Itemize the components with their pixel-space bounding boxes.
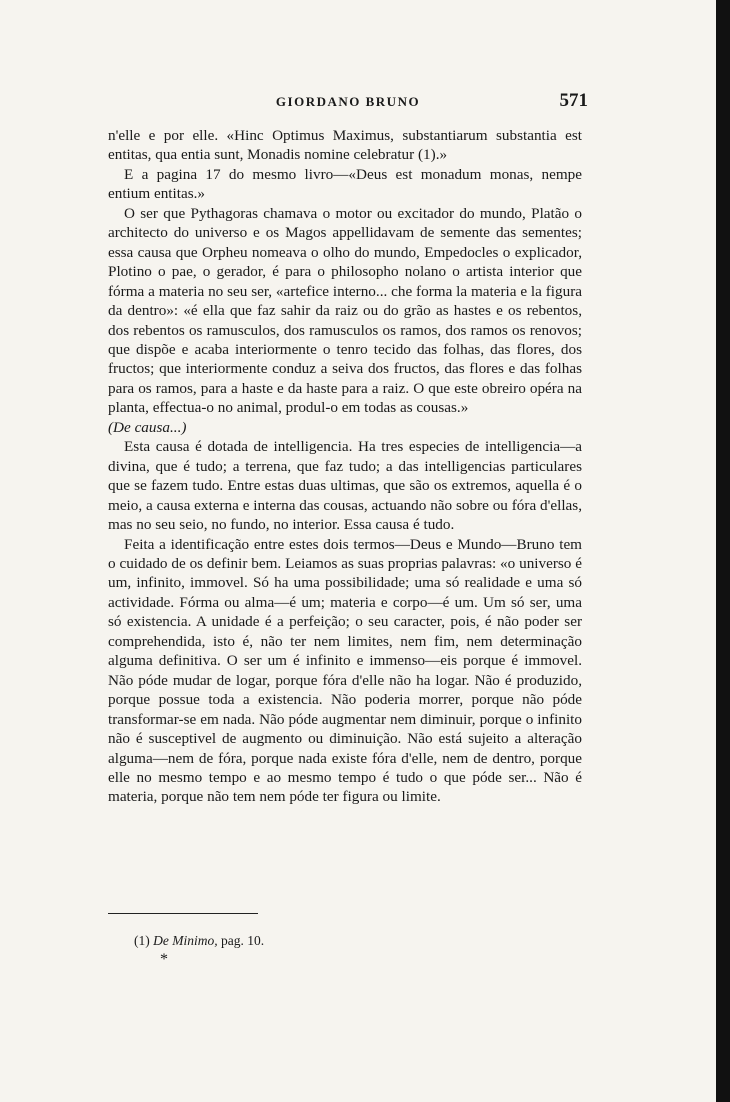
footnote-rule — [108, 913, 258, 914]
running-head: GIORDANO BRUNO — [275, 94, 421, 109]
body-text — [108, 126, 582, 807]
paragraph: E a pagina 17 do mesmo livro—«Deus est monadum monas, nempe entium entitas.» — [108, 165, 582, 203]
page-header — [108, 90, 588, 118]
paragraph-continuation: n'elle e por elle. «Hinc Optimus Maximus, substantiarum substantia est entitas, qua entia sunt, Monadis nomine celebratur (1).» — [108, 127, 582, 164]
asterisk-ornament: * — [160, 951, 168, 968]
footnote — [134, 933, 264, 949]
scan-edge — [716, 0, 730, 1102]
footnote-marker: (1) — [134, 933, 150, 948]
paragraph: O ser que Pythagoras chamava o motor ou excitador do mundo, Platão o architecto do universo e os Magos appellidavam de semente das sementes; essa causa que Orpheu nomeava o olho do mundo, Empedocles o explicador, Plotino o pae, o gerador, é para o philosopho nolano o artista interior que fórma a materia no seu ser, «artefice interno... che forma la materia e la figura da dentro»: «é ella que faz sahir da raiz ou do grão as hastes e os rebentos, dos rebentos os ramusculos, dos ramusculos os ramos, dos ramos os renovos; que dispõe e acaba interiormente o tenro tecido das folhas, das flores, dos fructos; que interiormente conduz a seiva dos fructos, das flores e das folhas para os ramos, para a haste e da haste para a raiz. O que este obreiro opéra na planta, effectua-o no animal, produl-o em todas as cousas.» — [108, 204, 582, 417]
citation: (De causa...) — [108, 418, 187, 436]
page-number: 571 — [559, 90, 588, 111]
paragraph: Feita a identificação entre estes dois termos—Deus e Mundo—Bruno tem o cuidado de os definir bem. Leiamos as suas proprias palavras: «o universo é um, infinito, immovel. Só ha uma possibilidade; uma só realidade e uma só actividade. Fórma ou alma—é um; materia e corpo—é um. Um só ser, uma só existencia. A unidade é a perfeição; o seu caracter, pois, é não poder ser comprehendida, isto é, não ter nem limites, nem fim, nem determinação alguma definitiva. O ser um é infinito e immenso—eis porque é immovel. Não póde mudar de logar, porque fóra d'elle não ha logar. Não é produzido, porque possue toda a existencia. Não poderia morrer, porque não póde transformar-se em nada. Não póde augmentar nem diminuir, porque o infinito não é susceptivel de augmento ou diminuição. Não está sujeito a alteração alguma—nem de fóra, porque nada existe fóra d'elle, nem de dentro, porque elle no mesmo tempo e ao mesmo tempo é tudo o que póde ser... Não é materia, porque não tem nem póde ter figura ou limite. — [108, 535, 582, 806]
footnote-title: De Minimo, — [153, 933, 218, 948]
paragraph: Esta causa é dotada de intelligencia. Ha tres especies de intelligencia—a divina, que é tudo; a terrena, que faz tudo; a das intelligencias particulares que se fazem tudo. Entre estas duas ultimas, que são os extremos, aquella é o meio, a causa externa e interna das cousas, actuando não sobre ou fóra d'ellas, mas no seu seio, no fundo, no interior. Essa causa é tudo. — [108, 438, 582, 534]
footnote-page: pag. 10. — [221, 933, 265, 948]
